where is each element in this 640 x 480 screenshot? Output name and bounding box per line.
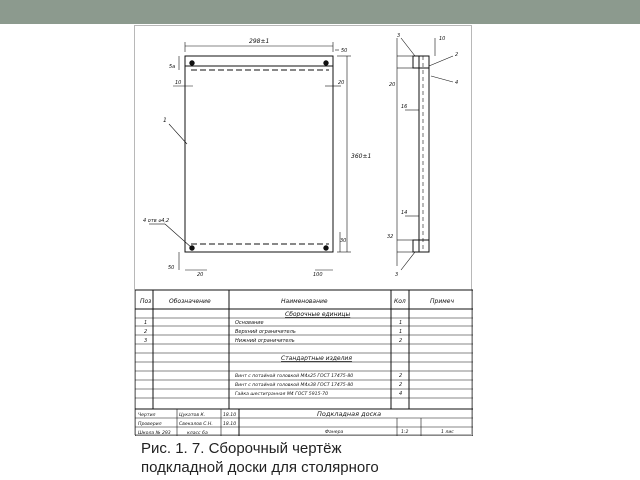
hole-bottom-right bbox=[324, 246, 328, 250]
std-row-3-qty: 4 bbox=[399, 391, 403, 397]
section-standard: Стандартные изделия bbox=[281, 355, 352, 362]
dim-height: 360±1 bbox=[351, 153, 372, 160]
dim-left-bottom-side: 50 bbox=[168, 265, 175, 271]
header-note: Примеч bbox=[430, 298, 454, 305]
std-row-2-name: Винт с потайной головкой М4х38 ГОСТ 17475-80 bbox=[235, 383, 354, 388]
side-label-3: 3 bbox=[397, 33, 401, 39]
side-label-32: 32 bbox=[387, 234, 394, 240]
side-label-20: 20 bbox=[389, 82, 396, 88]
row-2-qty: 1 bbox=[399, 329, 403, 335]
drawn-name: Цукатов К. bbox=[179, 413, 206, 418]
checked-name: Свекалов С.Н. bbox=[179, 422, 213, 427]
row-1-name: Основание bbox=[235, 320, 264, 326]
row-1-pos: 1 bbox=[144, 320, 148, 326]
row-2-pos: 2 bbox=[144, 329, 148, 335]
school: Школа № 293 bbox=[138, 431, 171, 436]
leader-1: 1 bbox=[163, 117, 167, 124]
side-label-10: 10 bbox=[439, 36, 446, 42]
hole-top-left bbox=[190, 61, 194, 65]
material: Фанера bbox=[325, 430, 344, 435]
drawn-date: 18.10 bbox=[223, 413, 237, 418]
header-qty: Кол bbox=[394, 298, 406, 305]
header-name: Наименование bbox=[281, 298, 328, 305]
top-limiter bbox=[185, 56, 333, 66]
caption-line-2: подкладной доски для столярного bbox=[141, 459, 379, 476]
class-label: класс 6а bbox=[187, 431, 208, 436]
side-view-board bbox=[419, 56, 429, 252]
dim-left-bottom-edge: 20 bbox=[197, 272, 204, 278]
top-bar bbox=[0, 0, 640, 24]
std-row-3-name: Гайка шестигранная М4 ГОСТ 5915-70 bbox=[235, 392, 329, 397]
side-label-2: 2 bbox=[455, 52, 459, 58]
checked-label: Проверил bbox=[138, 422, 162, 427]
row-3-name: Нижний ограничитель bbox=[235, 338, 295, 344]
dim-right-top-edge: 20 bbox=[338, 80, 345, 86]
assembly-drawing bbox=[135, 26, 473, 436]
header-pos: Поз bbox=[140, 298, 152, 305]
checked-date: 18.10 bbox=[223, 422, 237, 427]
dim-hole-dia: 5a bbox=[169, 64, 176, 70]
row-1-qty: 1 bbox=[399, 320, 403, 326]
drawing-title: Подкладная доска bbox=[317, 410, 382, 418]
board-outline bbox=[185, 56, 333, 252]
dim-right-bottom-edge: 100 bbox=[313, 272, 323, 278]
dim-bottom-offset: 30 bbox=[340, 238, 347, 244]
drawn-label: Чертил bbox=[138, 413, 156, 418]
section-assembly: Сборочные единицы bbox=[285, 311, 351, 318]
row-3-qty: 2 bbox=[399, 338, 403, 344]
header-designation: Обозначение bbox=[169, 298, 211, 305]
dim-top-width: 298±1 bbox=[249, 38, 270, 45]
side-view-top-limiter bbox=[413, 56, 429, 68]
row-3-pos: 3 bbox=[144, 338, 148, 344]
sheet-count: 1 лис bbox=[441, 430, 454, 435]
side-label-4: 4 bbox=[455, 80, 459, 86]
hole-top-right bbox=[324, 61, 328, 65]
std-row-1-qty: 2 bbox=[399, 373, 403, 379]
figure-caption bbox=[141, 439, 501, 477]
std-row-2-qty: 2 bbox=[399, 382, 403, 388]
caption-line-1: Рис. 1. 7. Сборочный чертёж bbox=[141, 440, 342, 457]
side-label-14: 14 bbox=[401, 210, 408, 216]
row-2-name: Верхний ограничитель bbox=[235, 329, 296, 335]
std-row-1-name: Винт с потайной головкой М4х25 ГОСТ 17475-80 bbox=[235, 374, 354, 379]
drawing-sheet bbox=[134, 25, 472, 435]
side-label-3b: 3 bbox=[395, 272, 399, 278]
dim-top-offset: 50 bbox=[341, 48, 348, 54]
holes-note: 4 отв ⌀4,2 bbox=[143, 218, 170, 224]
side-view-bottom-limiter bbox=[413, 240, 429, 252]
dim-left-top-edge: 10 bbox=[175, 80, 182, 86]
scale: 1:2 bbox=[401, 430, 409, 435]
side-label-16: 16 bbox=[401, 104, 408, 110]
